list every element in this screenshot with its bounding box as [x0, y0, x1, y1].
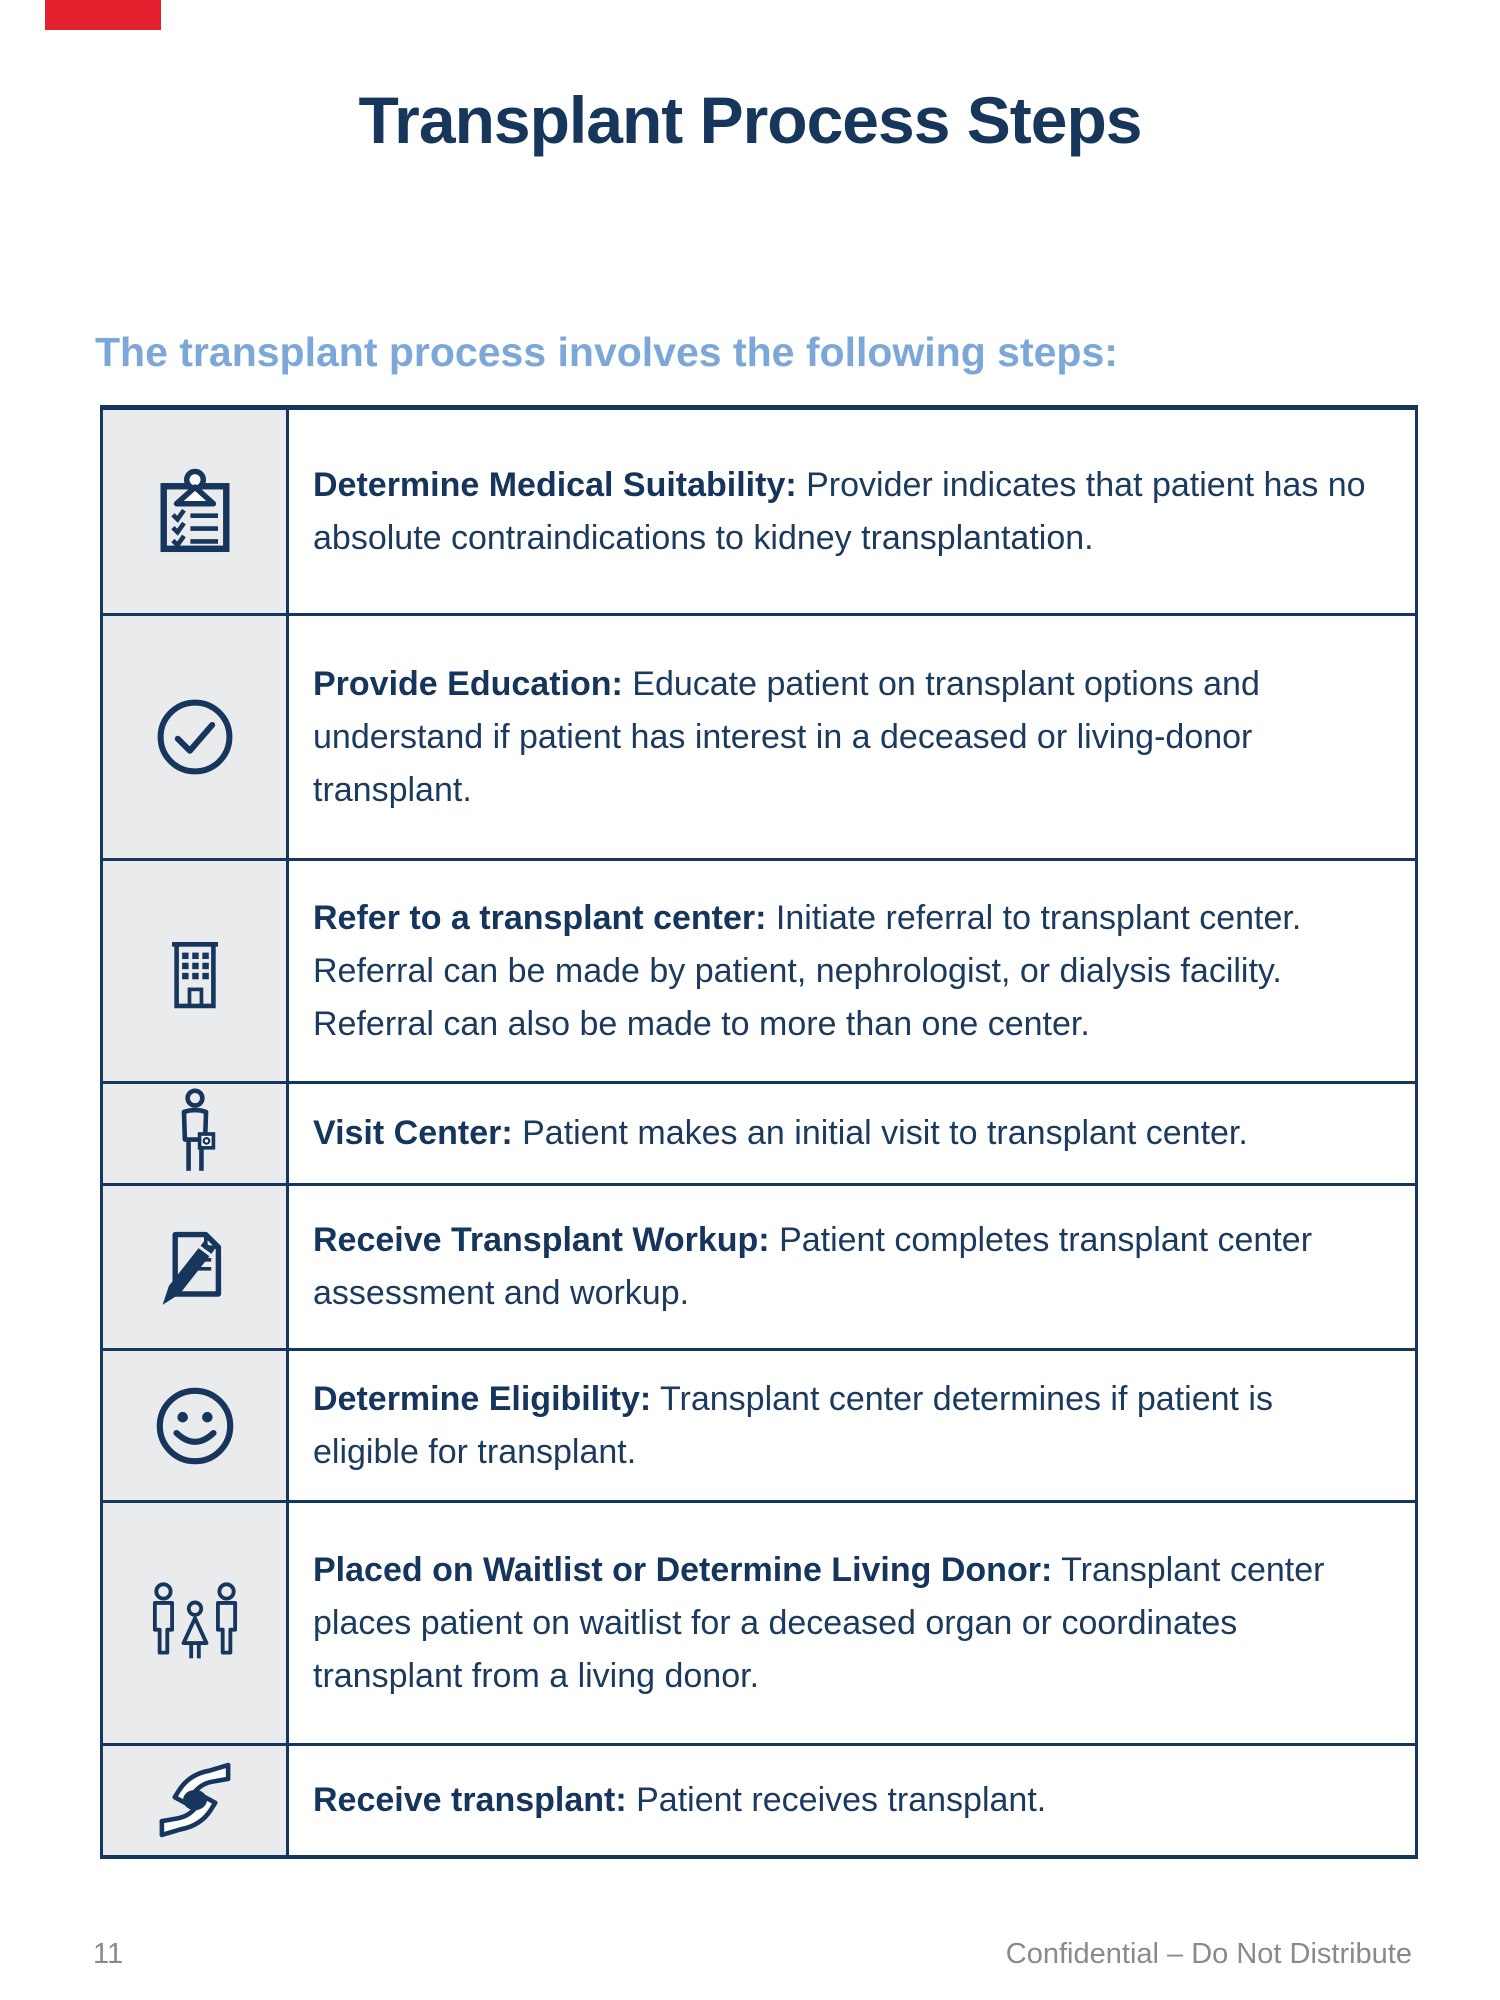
building-icon [104, 925, 285, 1017]
table-row [102, 1350, 1417, 1502]
clipboard-checklist-icon [104, 466, 285, 558]
confidential-note: Confidential – Do Not Distribute [1005, 1938, 1412, 1970]
step-lead: Determine Medical Suitability: [313, 465, 797, 504]
family-icon [104, 1580, 285, 1666]
step-text-cell [288, 1350, 1417, 1502]
icon-cell [102, 1083, 288, 1185]
icon-cell [102, 1745, 288, 1857]
step-lead: Receive Transplant Workup: [313, 1221, 770, 1259]
step-body: Transplant center determines if patient is eligible for transplant. [313, 1379, 1273, 1471]
step-body: Patient receives transplant. [636, 1780, 1047, 1819]
page-number: 11 [93, 1938, 124, 1970]
step-body: Patient completes transplant center assessment and workup. [313, 1221, 1313, 1312]
icon-cell [102, 1185, 288, 1350]
table-row [102, 1083, 1417, 1185]
icon-cell [102, 615, 288, 860]
step-lead: Placed on Waitlist or Determine Living Donor: [313, 1550, 1053, 1589]
step-body: Initiate referral to transplant center. Referral can be made by patient, nephrologist, or dialysis facility. Referral can also be made to more than one center. [313, 898, 1302, 1043]
step-body: Transplant center places patient on waitlist for a deceased organ or coordinates transplant from a living donor. [313, 1550, 1325, 1695]
step-lead: Refer to a transplant center: [313, 898, 767, 937]
document-pencil-icon [104, 1222, 285, 1312]
icon-cell [102, 1350, 288, 1502]
table-row [102, 1745, 1417, 1857]
icon-cell [102, 408, 288, 615]
step-text-cell [288, 1745, 1417, 1857]
person-visit-icon [104, 1088, 285, 1180]
intro-statement: The transplant process involves the following steps: [95, 329, 1118, 375]
step-lead: Visit Center: [313, 1114, 513, 1152]
step-lead: Provide Education: [313, 664, 623, 703]
step-lead: Determine Eligibility: [313, 1379, 652, 1418]
table-row [102, 1502, 1417, 1745]
step-text-cell [288, 1502, 1417, 1745]
step-text-cell [288, 408, 1417, 615]
page-title: Transplant Process Steps [358, 83, 1142, 157]
hands-holding-organ-icon [104, 1754, 285, 1846]
page-footer [93, 1938, 1412, 1971]
step-text-cell [288, 860, 1417, 1083]
step-body: Educate patient on transplant options and understand if patient has interest in a deceased or living-donor transplant. [313, 664, 1260, 809]
table-row [102, 408, 1417, 615]
icon-cell [102, 1502, 288, 1745]
steps-table [100, 405, 1418, 1859]
step-text-cell [288, 1185, 1417, 1350]
smiley-face-icon [104, 1382, 285, 1470]
step-body: Provider indicates that patient has no absolute contraindications to kidney transplantation. [313, 465, 1366, 557]
table-row [102, 615, 1417, 860]
step-text-cell [288, 1083, 1417, 1185]
table-row [102, 1185, 1417, 1350]
red-accent-bar [45, 0, 161, 30]
step-lead: Receive transplant: [313, 1780, 627, 1819]
check-circle-icon [104, 694, 285, 780]
table-row [102, 860, 1417, 1083]
step-text-cell [288, 615, 1417, 860]
icon-cell [102, 860, 288, 1083]
step-body: Patient makes an initial visit to transplant center. [522, 1114, 1248, 1152]
